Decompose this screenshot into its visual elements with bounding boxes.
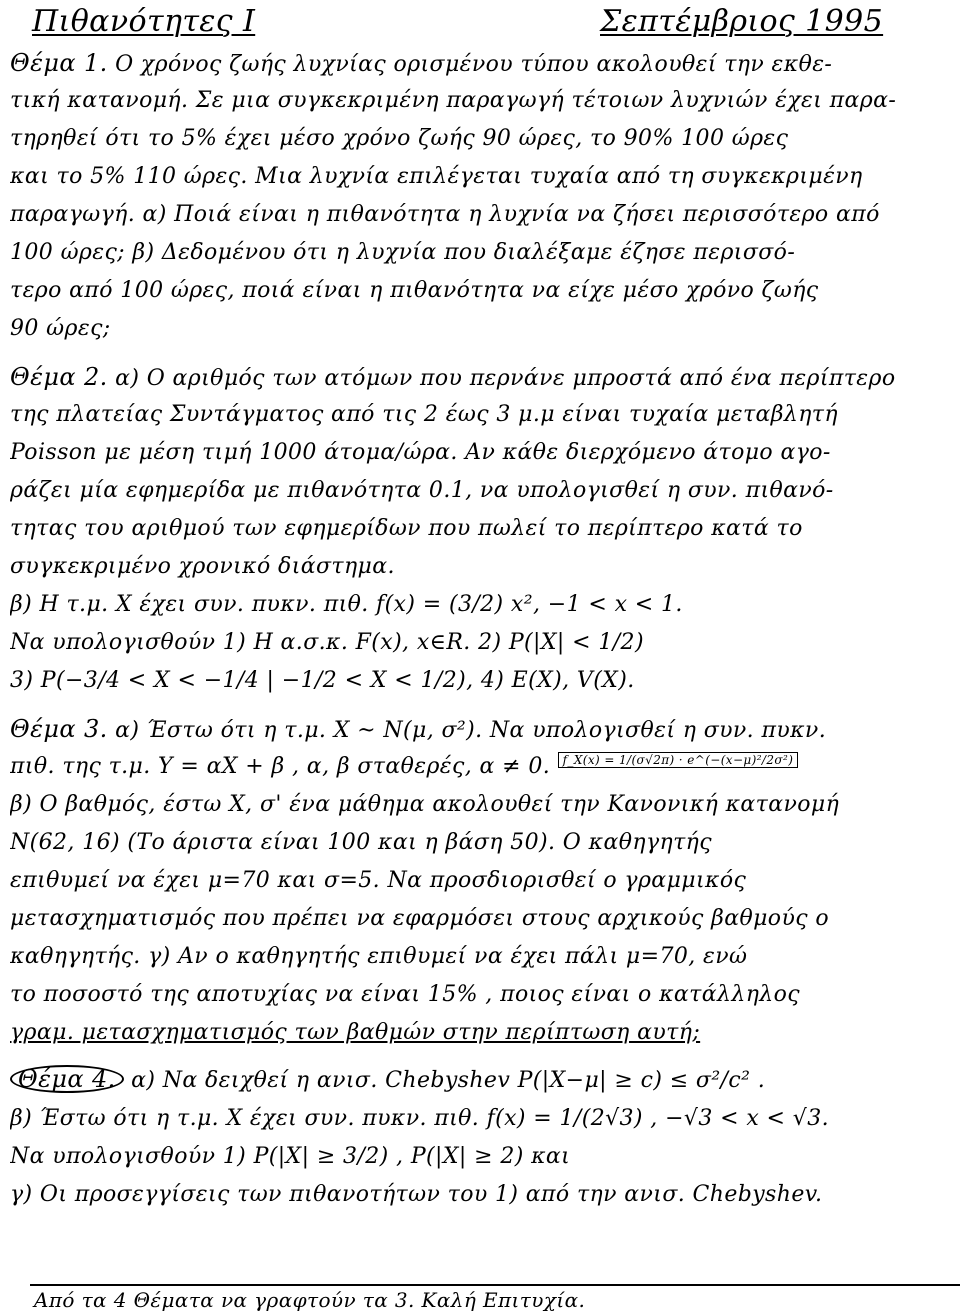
topic-2-line-3: Poisson με μέση τιμή 1000 άτομα/ώρα. Αν κάθε διερχόμενο άτομο αγο- — [10, 440, 831, 465]
topic-3-line-7: καθηγητής. γ) Αν ο καθηγητής επιθυμεί να έχει πάλι μ=70, ενώ — [10, 944, 748, 969]
topic-3-line-6: μετασχηματισμός που πρέπει να εφαρμόσει στους αρχικούς βαθμούς ο — [10, 906, 829, 931]
topic-2-line-4: ράζει μία εφημερίδα με πιθανότητα 0.1, να υπολογισθεί η συν. πιθανό- — [10, 478, 834, 503]
topic-1-line-3: τηρηθεί ότι το 5% έχει μέσο χρόνο ζωής 90 ώρες, το 90% 100 ώρες — [10, 126, 789, 151]
topic-2-line-2: της πλατείας Συντάγματος από τις 2 έως 3 μ.μ είναι τυχαία μεταβλητή — [10, 402, 838, 427]
topic-4-line-1 — [10, 1062, 956, 1100]
footer-divider — [30, 1284, 960, 1286]
topic-3-line-3: β) Ο βαθμός, έστω Χ, σ' ένα μάθημα ακολουθεί την Κανονική κατανομή — [10, 792, 840, 817]
normal-density-formula-box: f_X(x) = 1/(σ√2π) · e^(−(x−μ)²/2σ²) — [558, 752, 799, 768]
topic-3 — [10, 710, 956, 1052]
topic-3-line-8: το ποσοστό της αποτυχίας να είναι 15% , ποιος είναι ο κατάλληλος — [10, 982, 800, 1007]
topic-1-line-2: τική κατανομή. Σε μια συγκεκριμένη παραγωγή τέτοιων λυχνιών έχει παρα- — [10, 88, 897, 113]
topic-2-b-line-3: 3) P(−3/4 < X < −1/4 | −1/2 < X < 1/2), 4) E(X), V(X). — [10, 668, 635, 693]
topic-3-line-4: N(62, 16) (Το άριστα είναι 100 και η βάση 50). Ο καθηγητής — [10, 830, 712, 855]
topic-1-text: Ο χρόνος ζωής λυχνίας ορισμένου τύπου ακολουθεί την εκθε- — [115, 52, 833, 77]
topic-4 — [10, 1062, 956, 1214]
topic-1-label: Θέμα 1. — [10, 49, 108, 77]
topic-3-line-2 — [10, 748, 956, 786]
topic-1 — [10, 44, 956, 348]
footer-instructions: Από τα 4 Θέματα να γραφτούν τα 3. Καλή Επιτυχία. — [34, 1288, 586, 1312]
topic-4-text: α) Να δειχθεί η ανισ. Chebyshev P(|X−μ| ≥ c) ≤ σ²/c² . — [131, 1068, 766, 1093]
topic-4-label: Θέμα 4. — [10, 1065, 124, 1093]
topic-1-line-4: και το 5% 110 ώρες. Μια λυχνία επιλέγεται τυχαία από τη συγκεκριμένη — [10, 164, 863, 189]
topic-3-text-2: πιθ. της τ.μ. Y = αX + β , α, β σταθερές, α ≠ 0. — [10, 754, 551, 779]
topic-4-line-3: Να υπολογισθούν 1) P(|X| ≥ 3/2) , P(|X| ≥ 2) και — [10, 1144, 571, 1169]
topic-1-line-7: τερο από 100 ώρες, ποιά είναι η πιθανότητα να είχε μέσο χρόνο ζωής — [10, 278, 819, 303]
topic-2-text: α) Ο αριθμός των ατόμων που περνάνε μπροστά από ένα περίπτερο — [115, 366, 896, 391]
course-title: Πιθανότητες Ι — [32, 4, 256, 39]
topic-1-line-5: παραγωγή. α) Ποιά είναι η πιθανότητα η λυχνία να ζήσει περισσότερο από — [10, 202, 880, 227]
topic-1-line-6: 100 ώρες; β) Δεδομένου ότι η λυχνία που διαλέξαμε έζησε περισσό- — [10, 240, 796, 265]
topic-2-b-line-2: Να υπολογισθούν 1) Η α.σ.κ. F(x), x∈R. 2) P(|X| < 1/2) — [10, 630, 644, 655]
topic-3-label: Θέμα 3. — [10, 715, 108, 743]
topic-4-line-2: β) Έστω ότι η τ.μ. Χ έχει συν. πυκν. πιθ. f(x) = 1/(2√3) , −√3 < x < √3. — [10, 1106, 829, 1131]
topic-1-line-8: 90 ώρες; — [10, 316, 111, 341]
topic-3-line-5: επιθυμεί να έχει μ=70 και σ=5. Να προσδιορισθεί ο γραμμικός — [10, 868, 747, 893]
topic-1-line-1 — [10, 44, 956, 82]
topic-2-line-1 — [10, 358, 956, 396]
topic-2-line-6: συγκεκριμένο χρονικό διάστημα. — [10, 554, 395, 579]
topic-2-label: Θέμα 2. — [10, 363, 108, 391]
topic-2-line-5: τητας του αριθμού των εφημερίδων που πωλεί το περίπτερο κατά το — [10, 516, 803, 541]
topic-3-line-1 — [10, 710, 956, 748]
topic-4-line-4: γ) Οι προσεγγίσεις των πιθανοτήτων του 1) από την ανισ. Chebyshev. — [10, 1182, 823, 1207]
topic-3-line-9: γραμ. μετασχηματισμός των βαθμών στην περίπτωση αυτή; — [10, 1020, 701, 1045]
topic-2-b-line-1: β) Η τ.μ. Χ έχει συν. πυκν. πιθ. f(x) = (3/2) x², −1 < x < 1. — [10, 592, 683, 617]
exam-date: Σεπτέμβριος 1995 — [600, 4, 884, 39]
exam-header — [10, 4, 956, 44]
topic-3-text: α) Έστω ότι η τ.μ. Χ ~ N(μ, σ²). Να υπολογισθεί η συν. πυκν. — [115, 718, 827, 743]
topic-2 — [10, 358, 956, 700]
